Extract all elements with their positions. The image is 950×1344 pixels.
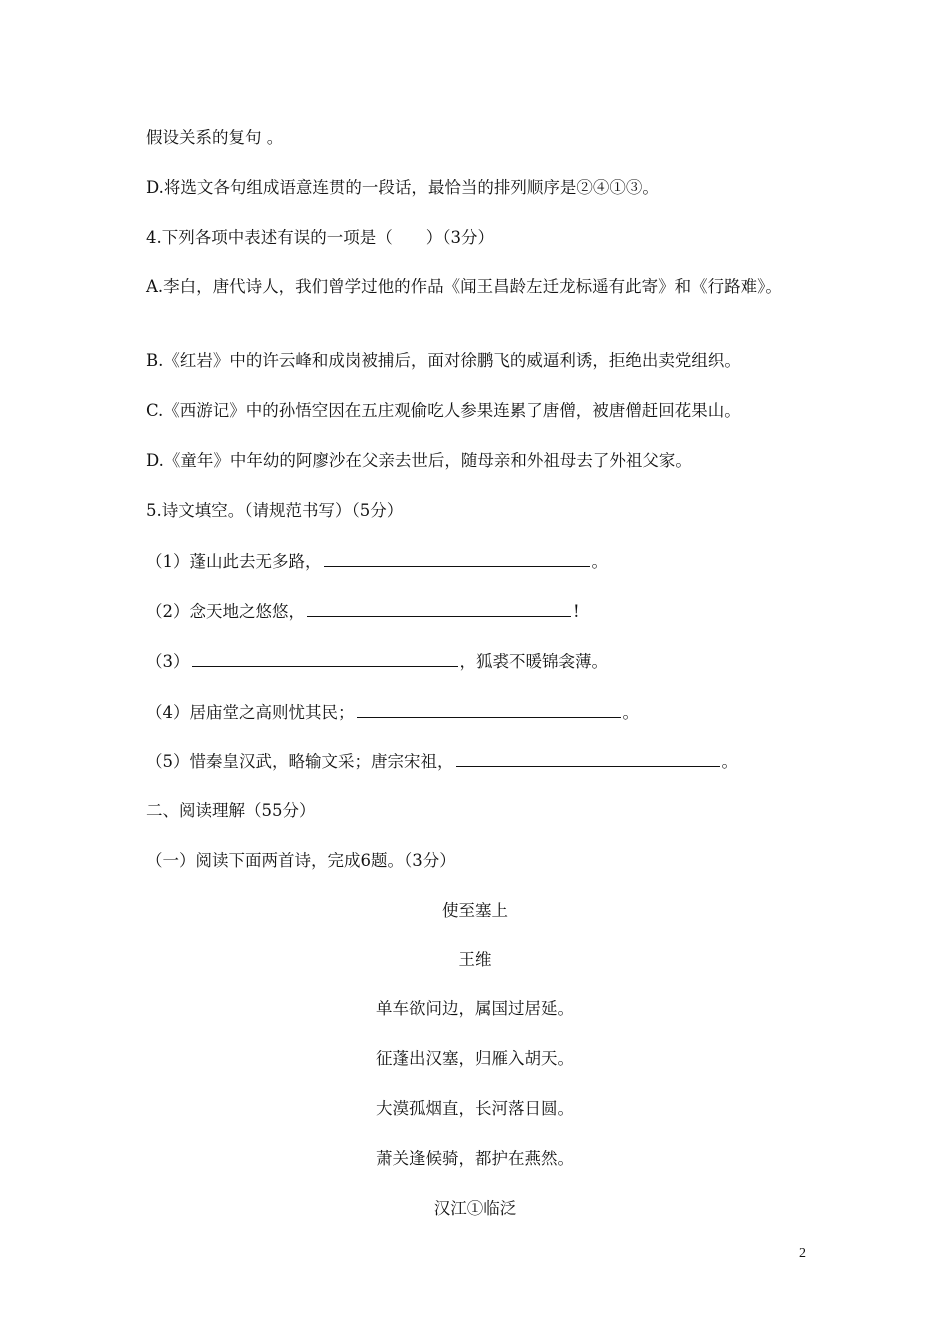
question-5: 5.诗文填空。（请规范书写）（5分） — [146, 501, 404, 520]
fill-blank-4 — [146, 700, 820, 725]
fill-suffix: 。 — [721, 752, 738, 771]
option-d: D.《童年》中年幼的阿廖沙在父亲去世后，随母亲和外祖母去了外祖父家。 — [146, 451, 692, 470]
question-4: 4.下列各项中表述有误的一项是（ ）（3分） — [146, 228, 494, 247]
fill-prompt: （5）惜秦皇汉武，略输文采；唐宗宋祖， — [146, 752, 454, 771]
option-a: A.李白，唐代诗人，我们曾学过他的作品《闻王昌龄左迁龙标遥有此寄》和《行路难》。 — [146, 277, 782, 296]
option-c: C.《西游记》中的孙悟空因在五庄观偷吃人参果连累了唐僧，被唐僧赶回花果山。 — [146, 401, 741, 420]
fill-prompt: （1）蓬山此去无多路， — [146, 552, 322, 571]
poem-title: 使至塞上 — [442, 901, 508, 920]
fill-prompt: （4）居庙堂之高则忧其民； — [146, 703, 355, 722]
answer-blank[interactable] — [192, 649, 458, 667]
answer-blank[interactable] — [456, 749, 720, 767]
poem-line: 大漠孤烟直，长河落日圆。 — [376, 1099, 574, 1118]
fill-blank-2 — [146, 599, 820, 624]
poem-author: 王维 — [458, 950, 492, 969]
subsection-heading: （一）阅读下面两首诗，完成6题。（3分） — [146, 851, 456, 870]
page-number: 2 — [799, 1246, 806, 1261]
fill-suffix: ，狐裘不暖锦衾薄。 — [459, 652, 608, 671]
fill-prompt: （2）念天地之悠悠， — [146, 602, 305, 621]
text-line: 假设关系的复句 。 — [146, 128, 284, 147]
poem-line: 萧关逢候骑，都护在燕然。 — [376, 1149, 574, 1168]
fill-suffix: 。 — [622, 703, 639, 722]
fill-blank-5 — [146, 749, 820, 774]
poem-line: 征蓬出汉塞，归雁入胡天。 — [376, 1049, 574, 1068]
answer-blank[interactable] — [357, 700, 621, 718]
option-b: B.《红岩》中的许云峰和成岗被捕后，面对徐鹏飞的威逼利诱，拒绝出卖党组织。 — [146, 351, 741, 370]
fill-blank-1 — [146, 549, 820, 574]
poem-title-2: 汉江①临泛 — [433, 1199, 517, 1218]
fill-prompt: （3） — [146, 652, 190, 671]
fill-suffix: ! — [573, 602, 580, 621]
fill-blank-3 — [146, 649, 820, 674]
poem-line: 单车欲问边，属国过居延。 — [376, 999, 574, 1018]
fill-suffix: 。 — [591, 552, 608, 571]
section-heading: 二、阅读理解（55分） — [146, 801, 316, 820]
option-d-line: D.将选文各句组成语意连贯的一段话，最恰当的排列顺序是②④①③。 — [146, 178, 659, 197]
answer-blank[interactable] — [307, 599, 571, 617]
answer-blank[interactable] — [324, 549, 590, 567]
